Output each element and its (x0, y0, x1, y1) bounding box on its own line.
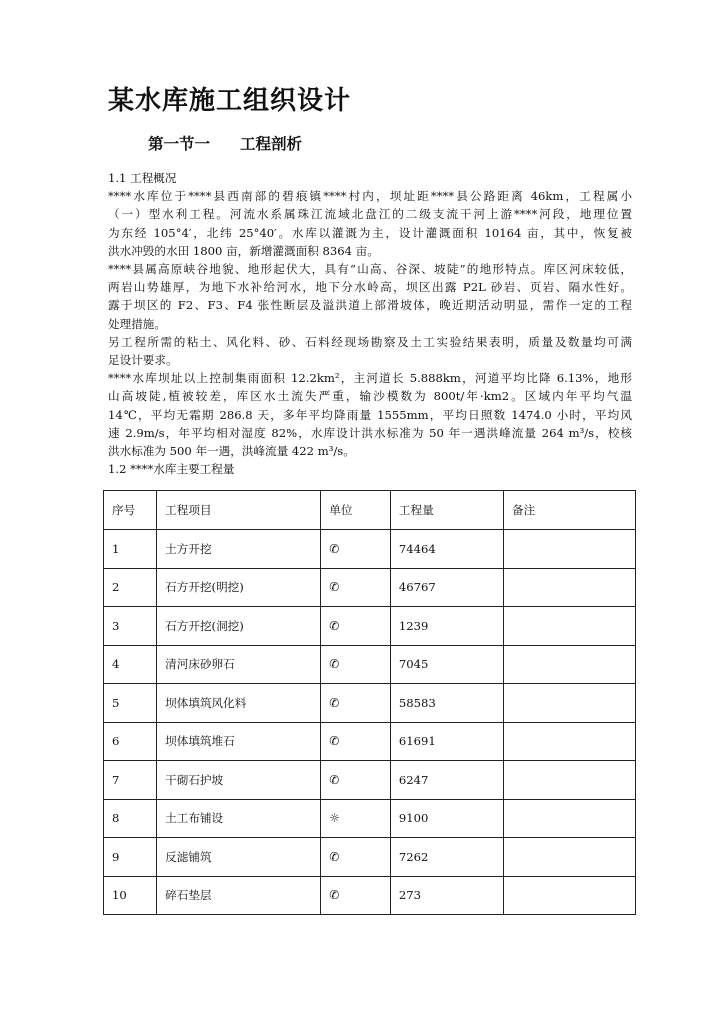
table-row (104, 799, 636, 838)
cell-item: 碎石垫层 (157, 876, 321, 915)
table-row (104, 645, 636, 684)
table-header-row (104, 491, 636, 530)
cell-note (504, 530, 636, 569)
cell-no: 10 (104, 876, 157, 915)
cell-item: 清河床砂卵石 (157, 645, 321, 684)
project-overview-text (108, 169, 632, 478)
cell-no: 5 (104, 684, 157, 723)
table-row (104, 722, 636, 761)
text-line: 1.1 工程概况 (108, 171, 177, 185)
text-line: 1.2 ****水库主要工程量 (108, 462, 235, 477)
cell-quantity: 1239 (390, 607, 503, 646)
text-line: ****县属高原峡谷地貌、地形起伏大，具有“山高、谷深、坡陡”的地形特点。库区河床较低， (108, 262, 632, 277)
section-heading (148, 132, 302, 154)
cell-note (504, 645, 636, 684)
table-body (104, 530, 636, 915)
header-no: 序号 (104, 491, 157, 530)
text-line: 为东经 105°4′，北纬 25°40′。水库以灌溉为主，设计灌溉面积 10164 亩，其中，恢复被 (108, 225, 632, 240)
phone-icon: ✆ (329, 618, 340, 633)
cell-quantity: 273 (390, 876, 503, 915)
text-line: 两岩山势雄厚，为地下水补给河水，地下分水岭高，坝区出露 P2L 砂岩、页岩、隔水性好。 (108, 280, 632, 295)
cell-unit (321, 645, 391, 684)
cell-note (504, 761, 636, 800)
table-row (104, 761, 636, 800)
text-line: 山高坡陡,植被较差，库区水土流失严重，输沙模数为 800t/年·km2。区域内年平均气温 (108, 389, 632, 404)
text-line: 14℃，平均无霜期 286.8 天，多年平均降雨量 1555mm，平均日照数 1474.0 小时，平均风 (108, 407, 632, 422)
cell-unit (321, 607, 391, 646)
cell-unit (321, 722, 391, 761)
cell-note (504, 838, 636, 877)
cell-item: 土方开挖 (157, 530, 321, 569)
header-item: 工程项目 (157, 491, 321, 530)
sun-icon: ☼ (329, 811, 341, 826)
cell-note (504, 607, 636, 646)
text-line: 速 2.9m/s，年平均相对湿度 82%，水库设计洪水标准为 50 年一遇洪峰流量 264 m³/s，校核 (108, 425, 632, 440)
cell-unit (321, 761, 391, 800)
cell-no: 4 (104, 645, 157, 684)
header-note: 备注 (504, 491, 636, 530)
text-line: 洪水冲毁的水田 1800 亩，新增灌溉面积 8364 亩。 (108, 243, 379, 258)
cell-quantity: 9100 (390, 799, 503, 838)
cell-quantity: 74464 (390, 530, 503, 569)
cell-item: 石方开挖(明挖) (157, 568, 321, 607)
cell-no: 6 (104, 722, 157, 761)
phone-icon: ✆ (329, 734, 340, 749)
cell-no: 1 (104, 530, 157, 569)
cell-quantity: 46767 (390, 568, 503, 607)
text-line: 另工程所需的粘土、风化料、砂、石料经现场勘察及土工实验结果表明，质量及数量均可满 (108, 334, 632, 349)
cell-quantity: 61691 (390, 722, 503, 761)
section-number: 第一节一 (148, 135, 211, 153)
cell-note (504, 568, 636, 607)
cell-no: 3 (104, 607, 157, 646)
cell-unit (321, 530, 391, 569)
cell-note (504, 684, 636, 723)
header-quantity: 工程量 (390, 491, 503, 530)
header-unit: 单位 (321, 491, 391, 530)
cell-unit (321, 568, 391, 607)
text-line: ****水库位于****县西南部的碧痕镇****村内，坝址距****县公路距离 46km，工程属小 (108, 189, 632, 204)
text-line: 处理措施。 (108, 316, 166, 331)
table-row (104, 568, 636, 607)
cell-item: 干砌石护坡 (157, 761, 321, 800)
cell-unit (321, 684, 391, 723)
phone-icon: ✆ (329, 888, 340, 903)
text-line: ****水库坝址以上控制集雨面积 12.2km²，主河道长 5.888km，河道平均比降 6.13%，地形 (108, 371, 632, 386)
quantities-table (103, 490, 636, 915)
cell-no: 2 (104, 568, 157, 607)
cell-unit (321, 876, 391, 915)
phone-icon: ✆ (329, 772, 340, 787)
text-line: 露于坝区的 F2、F3、F4 张性断层及溢洪道上部滑坡体，晚近期活动明显，需作一定的工程 (108, 298, 632, 313)
table-row (104, 684, 636, 723)
cell-quantity: 6247 (390, 761, 503, 800)
phone-icon: ✆ (329, 580, 340, 595)
cell-quantity: 7045 (390, 645, 503, 684)
phone-icon: ✆ (329, 695, 340, 710)
cell-unit (321, 838, 391, 877)
phone-icon: ✆ (329, 541, 340, 556)
section-title: 工程剖析 (240, 135, 303, 153)
table-row (104, 607, 636, 646)
phone-icon: ✆ (329, 657, 340, 672)
cell-no: 8 (104, 799, 157, 838)
cell-unit (321, 799, 391, 838)
cell-quantity: 58583 (390, 684, 503, 723)
document-title: 某水库施工组织设计 (108, 86, 352, 116)
cell-no: 9 (104, 838, 157, 877)
table-row (104, 530, 636, 569)
table-row (104, 876, 636, 915)
cell-item: 坝体填筑风化料 (157, 684, 321, 723)
phone-icon: ✆ (329, 849, 340, 864)
text-line: 洪水标准为 500 年一遇，洪峰流量 422 m³/s。 (108, 444, 355, 459)
cell-note (504, 799, 636, 838)
cell-item: 土工布铺设 (157, 799, 321, 838)
cell-note (504, 876, 636, 915)
cell-quantity: 7262 (390, 838, 503, 877)
table-row (104, 838, 636, 877)
text-line: （一）型水利工程。河流水系属珠江流域北盘江的二级支流干河上游****河段，地理位置 (108, 207, 632, 222)
cell-item: 反滤铺筑 (157, 838, 321, 877)
cell-note (504, 722, 636, 761)
cell-item: 石方开挖(洞挖) (157, 607, 321, 646)
text-line: 足设计要求。 (108, 353, 178, 368)
cell-no: 7 (104, 761, 157, 800)
cell-item: 坝体填筑堆石 (157, 722, 321, 761)
